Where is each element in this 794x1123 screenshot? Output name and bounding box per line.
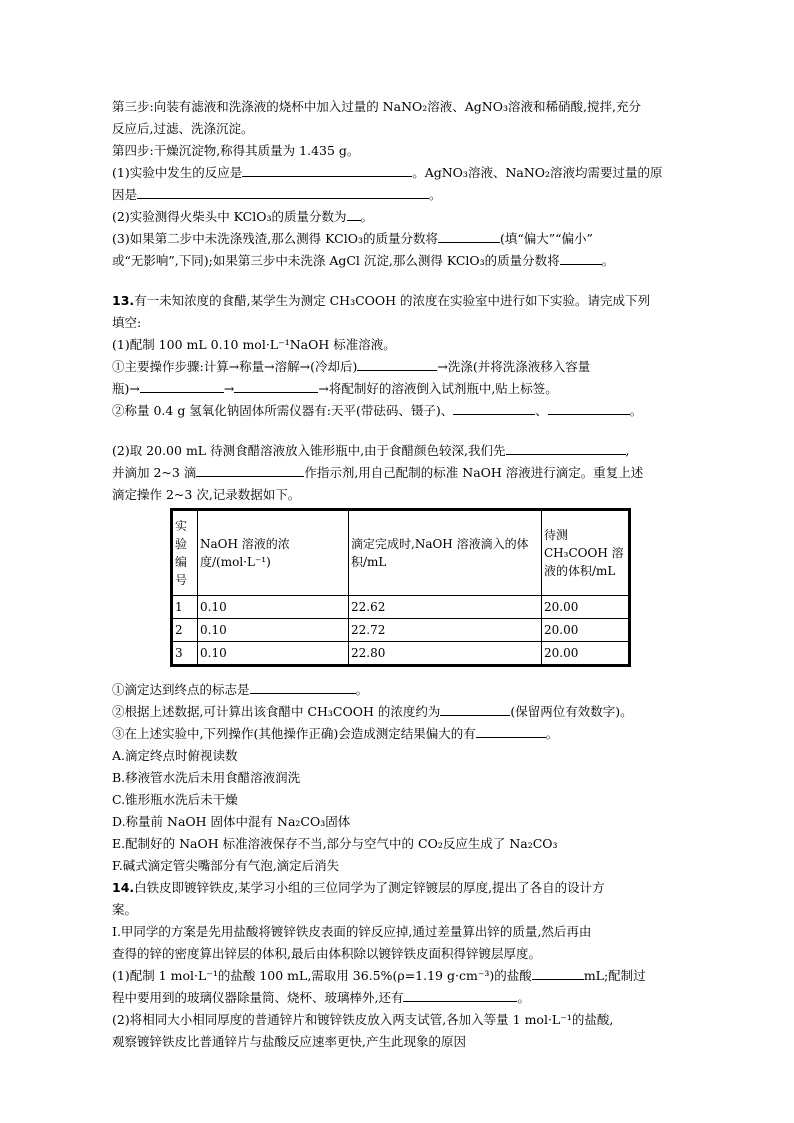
table-cell: 2 bbox=[172, 619, 198, 642]
answer-blank[interactable] bbox=[234, 378, 318, 393]
text-line: 第三步:向装有滤液和洗涤液的烧杯中加入过量的 NaNO₂溶液、AgNO₃溶液和稀硝酸,搅拌,充分 bbox=[112, 99, 641, 114]
option-c: C.锥形瓶水洗后未干燥 bbox=[112, 792, 238, 807]
table-cell: 22.72 bbox=[349, 619, 542, 642]
answer-blank[interactable] bbox=[137, 184, 429, 199]
text-line: 查得的锌的密度算出锌层的体积,最后由体积除以镀锌铁皮面积得锌镀层厚度。 bbox=[112, 946, 541, 961]
text-segment: 瓶)→ bbox=[112, 381, 140, 396]
table-cell: 20.00 bbox=[542, 596, 630, 619]
table-row bbox=[172, 596, 630, 619]
table-row bbox=[172, 642, 630, 666]
table-header-row bbox=[172, 510, 630, 596]
text-segment: ①滴定达到终点的标志是 bbox=[112, 682, 250, 697]
answer-blank[interactable] bbox=[440, 701, 510, 716]
table-cell: 20.00 bbox=[542, 642, 630, 666]
text-segment: (1)实验中发生的反应是 bbox=[112, 165, 243, 180]
answer-blank[interactable] bbox=[476, 723, 546, 738]
titration-data-table bbox=[170, 508, 631, 667]
text-line bbox=[112, 378, 684, 400]
table-cell: 0.10 bbox=[198, 619, 349, 642]
table-header-cell: 实验编号 bbox=[172, 510, 198, 596]
text-segment: 白铁皮即镀锌铁皮,某学习小组的三位同学为了测定锌镀层的厚度,提出了各自的设计方 bbox=[134, 880, 605, 895]
text-line bbox=[112, 462, 684, 484]
table-header-cell: NaOH 溶液的浓度/(mol·L⁻¹) bbox=[198, 510, 349, 596]
text-line: 反应后,过滤、洗涤沉淀。 bbox=[112, 121, 254, 136]
answer-blank[interactable] bbox=[438, 228, 500, 243]
question-13 bbox=[112, 290, 684, 312]
answer-blank[interactable] bbox=[453, 400, 535, 415]
table-cell: 0.10 bbox=[198, 642, 349, 666]
text-line bbox=[112, 679, 684, 701]
answer-blank[interactable] bbox=[140, 378, 224, 393]
table-header-cell: 待测 CH₃COOH 溶液的体积/mL bbox=[542, 510, 630, 596]
answer-blank[interactable] bbox=[196, 462, 304, 477]
table-cell: 3 bbox=[172, 642, 198, 666]
text-line bbox=[112, 701, 684, 723]
question-number: 14. bbox=[112, 880, 135, 895]
text-segment: 程中要用到的玻璃仪器除量筒、烧杯、玻璃棒外,还有 bbox=[112, 990, 404, 1005]
text-line bbox=[112, 400, 684, 422]
text-line bbox=[112, 250, 684, 272]
table-header-cell: 滴定完成时,NaOH 溶液滴入的体积/mL bbox=[349, 510, 542, 596]
text-line: (2)将相同大小相同厚度的普通锌片和镀锌铁皮放入两支试管,各加入等量 1 mol·L⁻¹的盐酸, bbox=[112, 1012, 614, 1027]
table-cell: 22.62 bbox=[349, 596, 542, 619]
text-segment: 。 bbox=[360, 209, 374, 224]
text-line: 观察镀锌铁皮比普通锌片与盐酸反应速率更快,产生此现象的原因 bbox=[112, 1034, 466, 1049]
text-segment: (填“偏大”“偏小” bbox=[499, 231, 593, 246]
text-line bbox=[112, 987, 684, 1009]
text-line bbox=[112, 184, 684, 206]
text-line bbox=[112, 162, 684, 184]
table-cell: 1 bbox=[172, 596, 198, 619]
answer-blank[interactable] bbox=[560, 250, 602, 265]
option-f: F.碱式滴定管尖嘴部分有气泡,滴定后消失 bbox=[112, 858, 340, 873]
text-segment: 并滴加 2~3 滴 bbox=[112, 465, 197, 480]
table-cell: 0.10 bbox=[198, 596, 349, 619]
text-line bbox=[112, 440, 684, 462]
text-line bbox=[112, 206, 684, 228]
question-number: 13. bbox=[112, 293, 135, 308]
text-line bbox=[112, 228, 684, 250]
table-row bbox=[172, 619, 630, 642]
text-segment: → bbox=[223, 381, 235, 396]
text-line bbox=[112, 723, 684, 745]
text-segment: 。 bbox=[601, 253, 615, 268]
text-segment: →将配制好的溶液倒入试剂瓶中,贴上标签。 bbox=[318, 381, 558, 396]
text-line: 第四步:干燥沉淀物,称得其质量为 1.435 g。 bbox=[112, 143, 360, 158]
answer-blank[interactable] bbox=[506, 440, 626, 455]
text-line bbox=[112, 965, 684, 987]
answer-blank[interactable] bbox=[532, 965, 584, 980]
text-segment: , bbox=[625, 443, 630, 458]
option-e: E.配制好的 NaOH 标准溶液保存不当,部分与空气中的 CO₂反应生成了 Na₂CO₃ bbox=[112, 836, 558, 851]
text-segment: (2)取 20.00 mL 待测食醋溶液放入锥形瓶中,由于食醋颜色较深,我们先 bbox=[112, 443, 506, 458]
text-segment: (2)实验测得火柴头中 KClO₃的质量分数为 bbox=[112, 209, 347, 224]
answer-blank[interactable] bbox=[357, 356, 437, 371]
answer-blank[interactable] bbox=[347, 206, 361, 221]
answer-blank[interactable] bbox=[250, 679, 356, 694]
text-segment: 作指示剂,用自己配制的标准 NaOH 溶液进行滴定。重复上述 bbox=[304, 465, 644, 480]
text-line: 填空: bbox=[112, 315, 142, 330]
text-segment: 因是 bbox=[112, 187, 138, 202]
table-cell: 22.80 bbox=[349, 642, 542, 666]
text-segment: mL;配制过 bbox=[583, 968, 646, 983]
text-segment: ③在上述实验中,下列操作(其他操作正确)会造成测定结果偏大的有 bbox=[112, 726, 476, 741]
text-segment: 。 bbox=[429, 187, 442, 202]
text-segment: →洗涤(并将洗涤液移入容量 bbox=[437, 359, 591, 374]
text-segment: (3)如果第二步中未洗涤残渣,那么测得 KClO₃的质量分数将 bbox=[112, 231, 438, 246]
text-segment: 有一未知浓度的食醋,某学生为测定 CH₃COOH 的浓度在实验室中进行如下实验。请完成下列 bbox=[134, 293, 651, 308]
text-segment: ①主要操作步骤:计算→称量→溶解→(冷却后) bbox=[112, 359, 358, 374]
option-b: B.移液管水洗后未用食醋溶液润洗 bbox=[112, 770, 301, 785]
text-segment: (1)配制 1 mol·L⁻¹的盐酸 100 mL,需取用 36.5%(ρ=1.19 g·cm⁻³)的盐酸 bbox=[112, 968, 532, 983]
text-segment: 。 bbox=[629, 403, 643, 418]
question-14 bbox=[112, 877, 684, 899]
answer-blank[interactable] bbox=[403, 987, 517, 1002]
option-a: A.滴定终点时俯视读数 bbox=[112, 748, 238, 763]
text-segment: 或“无影响”,下同);如果第三步中未洗涤 AgCl 沉淀,那么测得 KClO₃的质量分数将 bbox=[112, 253, 560, 268]
text-line: 案。 bbox=[112, 902, 138, 917]
table-cell: 20.00 bbox=[542, 619, 630, 642]
text-line bbox=[112, 356, 684, 378]
worksheet-page bbox=[112, 96, 684, 1053]
text-segment: ②根据上述数据,可计算出该食醋中 CH₃COOH 的浓度约为 bbox=[112, 704, 441, 719]
text-line: Ⅰ.甲同学的方案是先用盐酸将镀锌铁皮表面的锌反应掉,通过差量算出锌的质量,然后再由 bbox=[112, 924, 592, 939]
text-segment: 。AgNO₃溶液、NaNO₂溶液均需要过量的原 bbox=[412, 165, 663, 180]
answer-blank[interactable] bbox=[548, 400, 630, 415]
text-segment: 。 bbox=[545, 726, 559, 741]
answer-blank[interactable] bbox=[242, 162, 412, 177]
text-segment: 、 bbox=[535, 403, 548, 418]
text-segment: ②称量 0.4 g 氢氧化钠固体所需仪器有:天平(带砝码、镊子)、 bbox=[112, 403, 454, 418]
text-line: (1)配制 100 mL 0.10 mol·L⁻¹NaOH 标准溶液。 bbox=[112, 337, 396, 352]
option-d: D.称量前 NaOH 固体中混有 Na₂CO₃固体 bbox=[112, 814, 351, 829]
text-segment: 。 bbox=[517, 990, 530, 1005]
text-line: 滴定操作 2~3 次,记录数据如下。 bbox=[112, 487, 301, 502]
text-segment: (保留两位有效数字)。 bbox=[510, 704, 633, 719]
text-segment: 。 bbox=[355, 682, 369, 697]
